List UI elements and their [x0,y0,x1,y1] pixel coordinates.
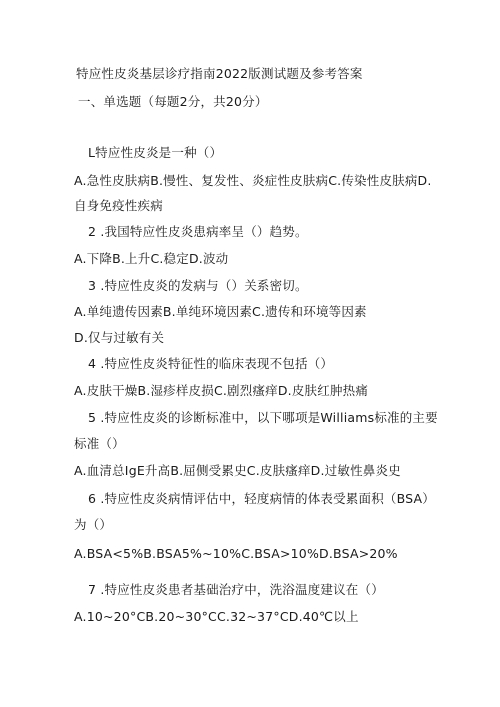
question-5-stem: 5 .特应性皮炎的诊断标准中，以下哪项是Williams标准的主要 [88,410,438,425]
document-title: 特应性皮炎基层诊疗指南2022版测试题及参考答案 [76,66,363,81]
question-6-stem-continued: 为（） [74,517,113,532]
question-1-options-continued: 自身免疫性疾病 [74,198,163,213]
section-heading: 一、单选题（每题2分，共20分） [78,94,268,109]
question-3-stem: 3 .特应性皮炎的发病与（）关系密切。 [88,278,308,293]
question-1-stem: L特应性皮炎是一种（） [88,145,223,160]
question-2-options: A.下降B.上升C.稳定D.波动 [74,251,229,266]
question-6-options: A.BSA<5%B.BSA5%~10%C.BSA>10%D.BSA>20% [74,546,398,561]
question-7-stem: 7 .特应性皮炎患者基础治疗中，洗浴温度建议在（） [88,582,384,597]
question-5-options: A.血清总IgE升高B.屈侧受累史C.皮肤瘙痒D.过敏性鼻炎史 [74,463,401,478]
question-7-options: A.10~20°CB.20~30°CC.32~37°CD.40℃以上 [74,609,359,624]
question-3-options-continued: D.仅与过敏有关 [74,330,165,345]
question-4-options: A.皮肤干燥B.湿疹样皮损C.剧烈瘙痒D.皮肤红肿热痛 [74,383,369,398]
question-4-stem: 4 .特应性皮炎特征性的临床表现不包括（） [88,356,334,371]
question-2-stem: 2 .我国特应性皮炎患病率呈（）趋势。 [88,224,308,239]
question-5-stem-continued: 标准（） [74,436,125,451]
question-6-stem: 6 .特应性皮炎病情评估中，轻度病情的体表受累面积（BSA） [88,491,435,506]
question-3-options: A.单纯遗传因素B.单纯环境因素C.遗传和环境等因素 [74,304,367,319]
question-1-options: A.急性皮肤病B.慢性、复发性、炎症性皮肤病C.传染性皮肤病D. [74,173,432,188]
